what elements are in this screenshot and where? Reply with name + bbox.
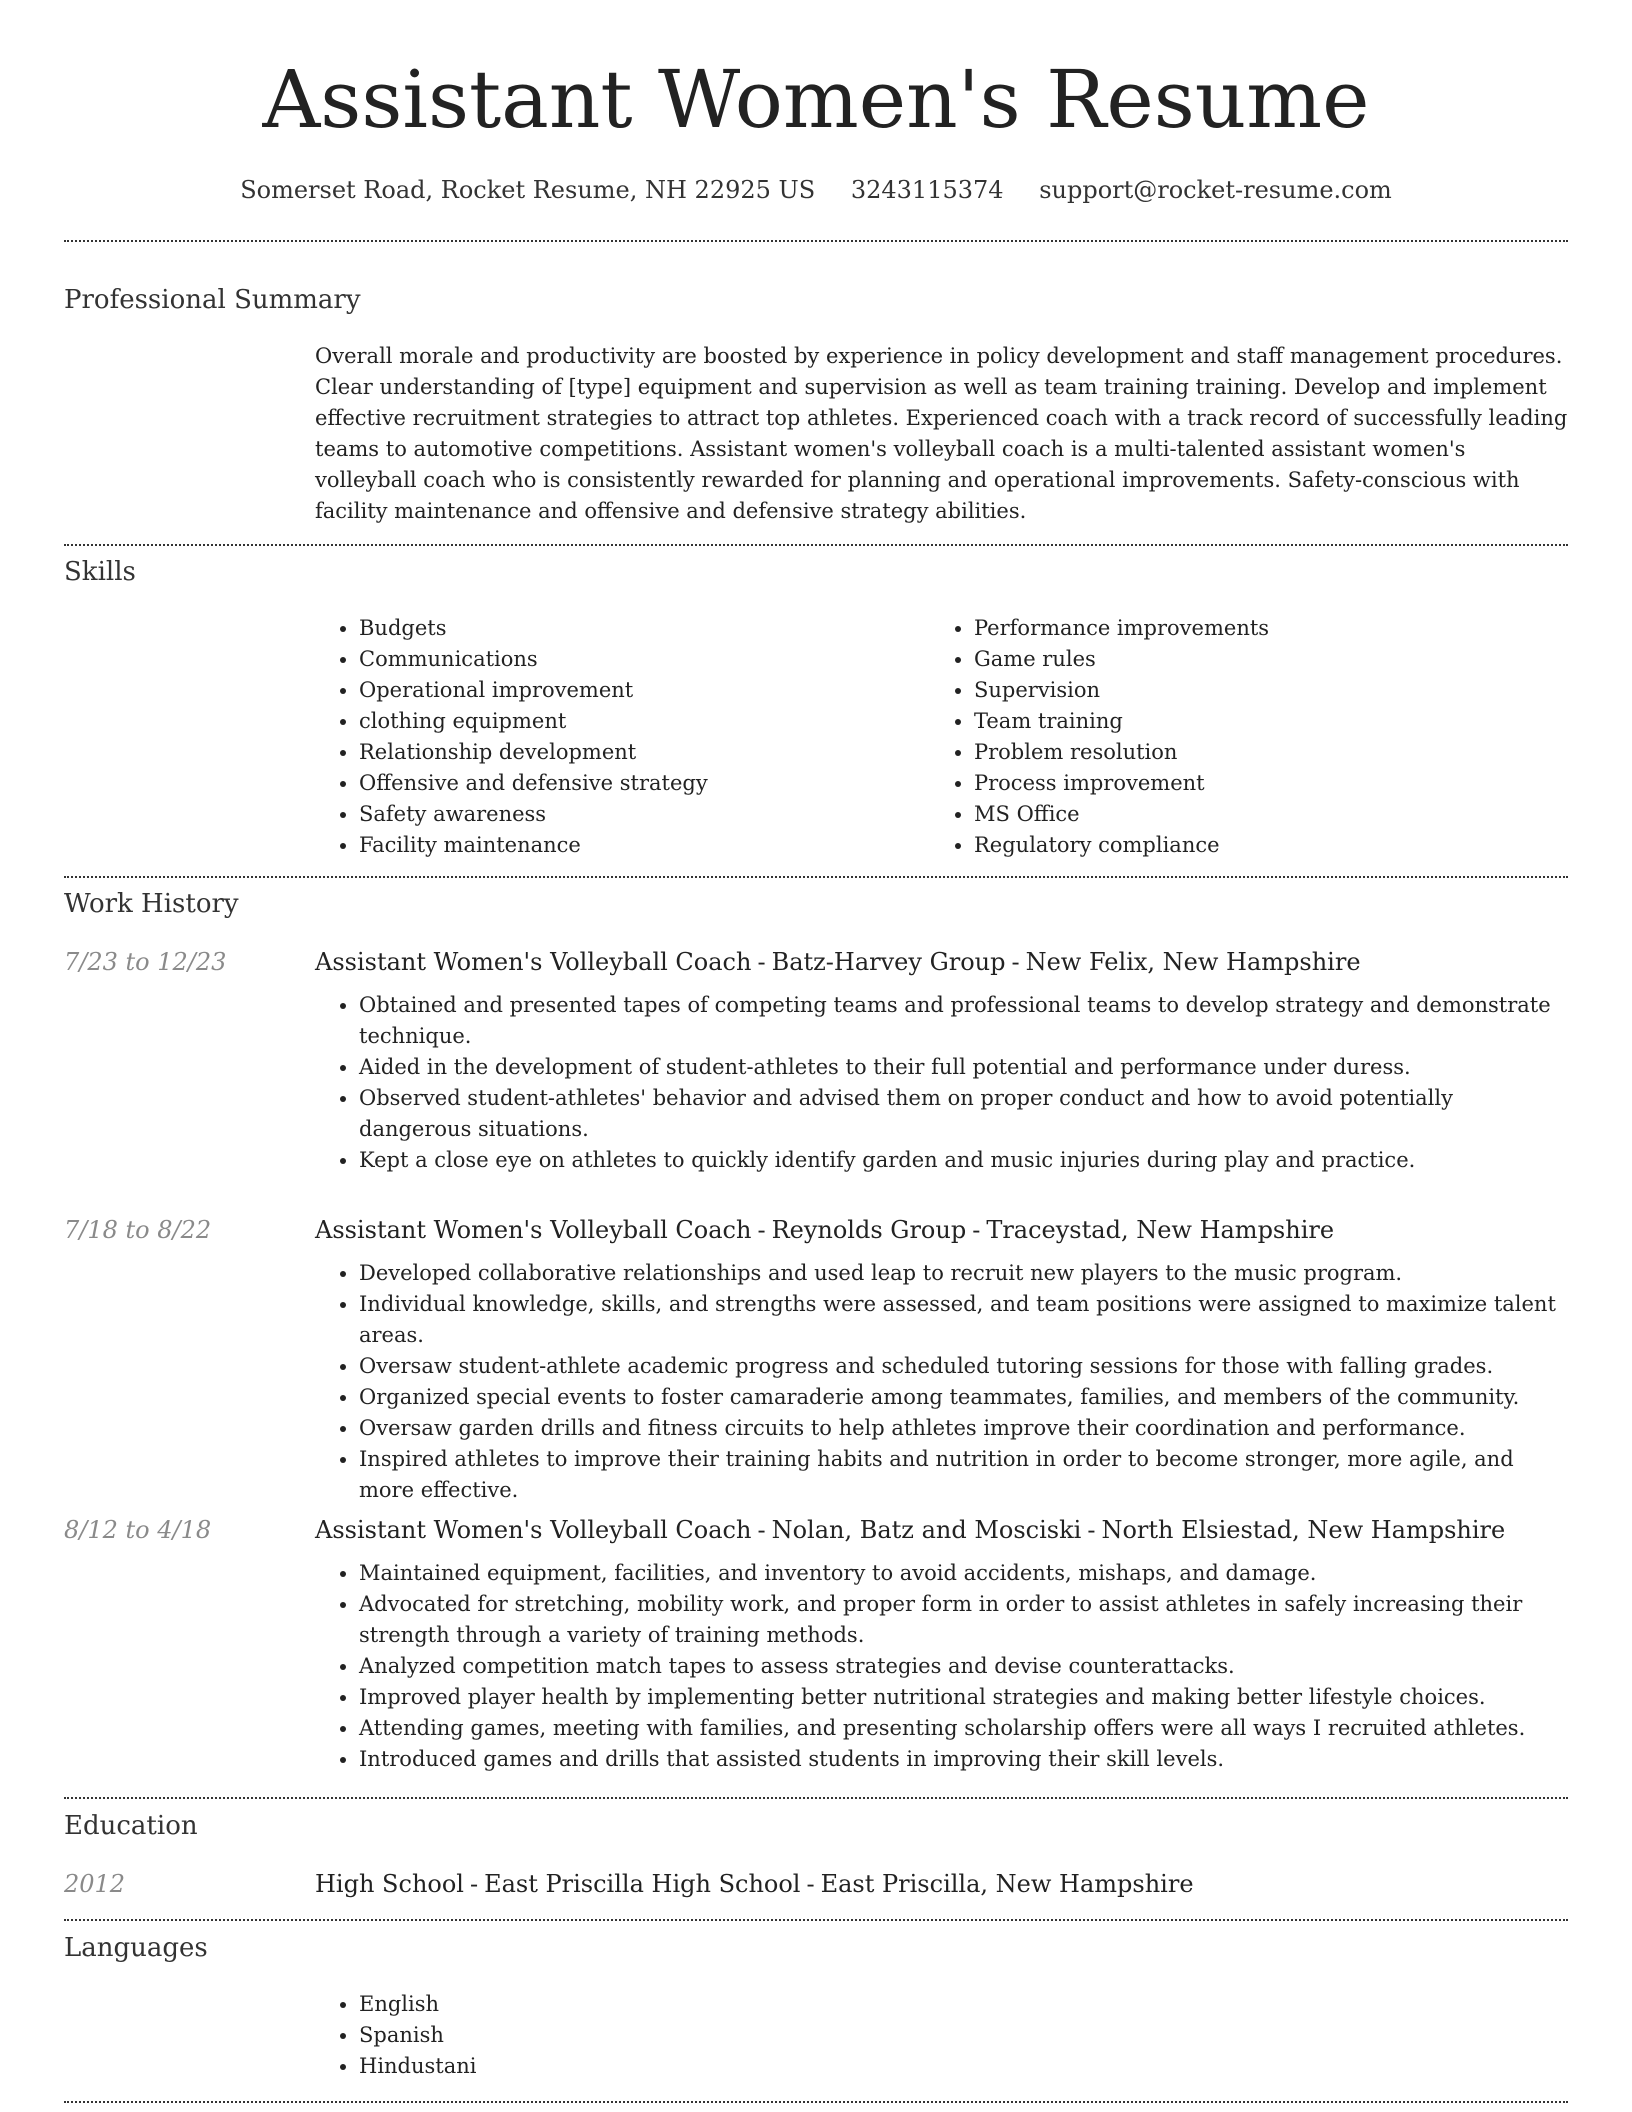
skills-block bbox=[315, 613, 1568, 863]
job-location: Traceystad, New Hampshire bbox=[986, 1216, 1335, 1244]
divider bbox=[64, 1797, 1568, 1799]
divider bbox=[64, 2101, 1568, 2103]
education-entry bbox=[315, 1866, 1568, 1912]
job-company: Nolan, Batz and Mosciski bbox=[771, 1516, 1082, 1544]
skill-item: • clothing equipment bbox=[359, 706, 919, 737]
job-entry bbox=[315, 1212, 1568, 1506]
job-bullet: • Kept a close eye on athletes to quickly identify garden and music injuries during play and practice. bbox=[359, 1145, 1568, 1176]
job-entry bbox=[315, 1512, 1568, 1775]
divider bbox=[64, 544, 1568, 546]
divider bbox=[64, 876, 1568, 878]
section-title-languages: Languages bbox=[64, 1933, 208, 1963]
section-title-work: Work History bbox=[64, 889, 239, 919]
divider bbox=[64, 1919, 1568, 1921]
job-title: Assistant Women's Volleyball Coach - Reynolds Group - Traceystad, New Hampshire bbox=[315, 1216, 1335, 1244]
section-title-skills: Skills bbox=[64, 557, 136, 587]
job-date: 7/23 to 12/23 bbox=[64, 948, 227, 976]
skill-item: • Game rules bbox=[974, 644, 1574, 675]
job-role: Assistant Women's Volleyball Coach bbox=[315, 948, 752, 976]
job-location: North Elsiestad, New Hampshire bbox=[1101, 1516, 1506, 1544]
job-entry bbox=[315, 944, 1568, 1176]
skill-item: • Safety awareness bbox=[359, 799, 919, 830]
job-bullet: • Oversaw student-athlete academic progress and scheduled tutoring sessions for those with falling grades. bbox=[359, 1351, 1568, 1382]
skill-item: • MS Office bbox=[974, 799, 1574, 830]
skills-list-left bbox=[315, 613, 919, 861]
job-bullet: • Individual knowledge, skills, and strengths were assessed, and team positions were assigned to maximize talent areas. bbox=[359, 1289, 1568, 1351]
skills-list-right bbox=[930, 613, 1574, 861]
contact-email: support@rocket-resume.com bbox=[1039, 176, 1392, 204]
skill-item: • Operational improvement bbox=[359, 675, 919, 706]
education-degree: High School bbox=[315, 1870, 464, 1898]
summary-text: Overall morale and productivity are boosted by experience in policy development and staff management procedures. Clear understanding of [type] equipment and supervision as well as team training training. Develop and implement effective recruitment strategies to attract top athletes. Experienced coach with a track record of successfully leading teams to automotive competitions. Assistant women's volleyball coach is a multi-talented assistant women's volleyball coach who is consistently rewarded for planning and operational improvements. Safety-conscious with facility maintenance and offensive and defensive strategy abilities. bbox=[315, 344, 1568, 523]
job-title: Assistant Women's Volleyball Coach - Nolan, Batz and Mosciski - North Elsiestad, New Hampshire bbox=[315, 1516, 1506, 1544]
job-bullet: • Observed student-athletes' behavior and advised them on proper conduct and how to avoid potentially dangerous situations. bbox=[359, 1083, 1568, 1145]
skill-item: • Performance improvements bbox=[974, 613, 1574, 644]
education-title: High School - East Priscilla High School - East Priscilla, New Hampshire bbox=[315, 1870, 1194, 1898]
job-date: 8/12 to 4/18 bbox=[64, 1516, 212, 1544]
job-bullet: • Improved player health by implementing better nutritional strategies and making better lifestyle choices. bbox=[359, 1682, 1568, 1713]
job-bullet: • Developed collaborative relationships and used leap to recruit new players to the music program. bbox=[359, 1258, 1568, 1289]
skill-item: • Problem resolution bbox=[974, 737, 1574, 768]
skill-item: • Regulatory compliance bbox=[974, 830, 1574, 861]
skill-item: • Relationship development bbox=[359, 737, 919, 768]
education-date: 2012 bbox=[64, 1870, 126, 1898]
skill-item: • Facility maintenance bbox=[359, 830, 919, 861]
skill-item: • Supervision bbox=[974, 675, 1574, 706]
education-school: East Priscilla High School bbox=[484, 1870, 801, 1898]
job-bullet: • Analyzed competition match tapes to assess strategies and devise counterattacks. bbox=[359, 1651, 1568, 1682]
job-bullets bbox=[315, 990, 1568, 1176]
summary-block bbox=[315, 341, 1568, 527]
skill-item: • Process improvement bbox=[974, 768, 1574, 799]
job-location: New Felix, New Hampshire bbox=[1025, 948, 1361, 976]
job-bullets bbox=[315, 1558, 1568, 1775]
section-title-education: Education bbox=[64, 1811, 198, 1841]
contact-address: Somerset Road, Rocket Resume, NH 22925 US bbox=[240, 176, 816, 204]
contact-phone: 3243115374 bbox=[850, 176, 1004, 204]
job-bullet: • Oversaw garden drills and fitness circuits to help athletes improve their coordination and performance. bbox=[359, 1413, 1568, 1444]
job-bullet: • Obtained and presented tapes of competing teams and professional teams to develop strategy and demonstrate technique. bbox=[359, 990, 1568, 1052]
job-role: Assistant Women's Volleyball Coach bbox=[315, 1216, 752, 1244]
job-title: Assistant Women's Volleyball Coach - Batz-Harvey Group - New Felix, New Hampshire bbox=[315, 948, 1361, 976]
skill-item: • Offensive and defensive strategy bbox=[359, 768, 919, 799]
divider bbox=[64, 240, 1568, 242]
job-bullet: • Inspired athletes to improve their training habits and nutrition in order to become stronger, more agile, and more effective. bbox=[359, 1444, 1568, 1506]
education-location: East Priscilla, New Hampshire bbox=[820, 1870, 1194, 1898]
language-item: • Spanish bbox=[359, 2020, 1568, 2051]
job-company: Reynolds Group bbox=[771, 1216, 967, 1244]
section-title-summary: Professional Summary bbox=[64, 285, 361, 315]
job-role: Assistant Women's Volleyball Coach bbox=[315, 1516, 752, 1544]
languages-list bbox=[315, 1989, 1568, 2082]
job-bullet: • Aided in the development of student-athletes to their full potential and performance under duress. bbox=[359, 1052, 1568, 1083]
skill-item: • Communications bbox=[359, 644, 919, 675]
job-bullet: • Maintained equipment, facilities, and inventory to avoid accidents, mishaps, and damage. bbox=[359, 1558, 1568, 1589]
job-bullet: • Advocated for stretching, mobility work, and proper form in order to assist athletes in safely increasing their strength through a variety of training methods. bbox=[359, 1589, 1568, 1651]
job-date: 7/18 to 8/22 bbox=[64, 1216, 212, 1244]
skill-item: • Budgets bbox=[359, 613, 919, 644]
contact-line bbox=[64, 170, 1568, 210]
job-company: Batz-Harvey Group bbox=[771, 948, 1006, 976]
job-bullets bbox=[315, 1258, 1568, 1506]
language-item: • English bbox=[359, 1989, 1568, 2020]
job-bullet: • Organized special events to foster camaraderie among teammates, families, and members of the community. bbox=[359, 1382, 1568, 1413]
skill-item: • Team training bbox=[974, 706, 1574, 737]
languages-block bbox=[315, 1989, 1568, 2082]
resume-name: Assistant Women's Resume bbox=[262, 53, 1370, 146]
language-item: • Hindustani bbox=[359, 2051, 1568, 2082]
job-bullet: • Attending games, meeting with families, and presenting scholarship offers were all ways I recruited athletes. bbox=[359, 1713, 1568, 1744]
job-bullet: • Introduced games and drills that assisted students in improving their skill levels. bbox=[359, 1744, 1568, 1775]
